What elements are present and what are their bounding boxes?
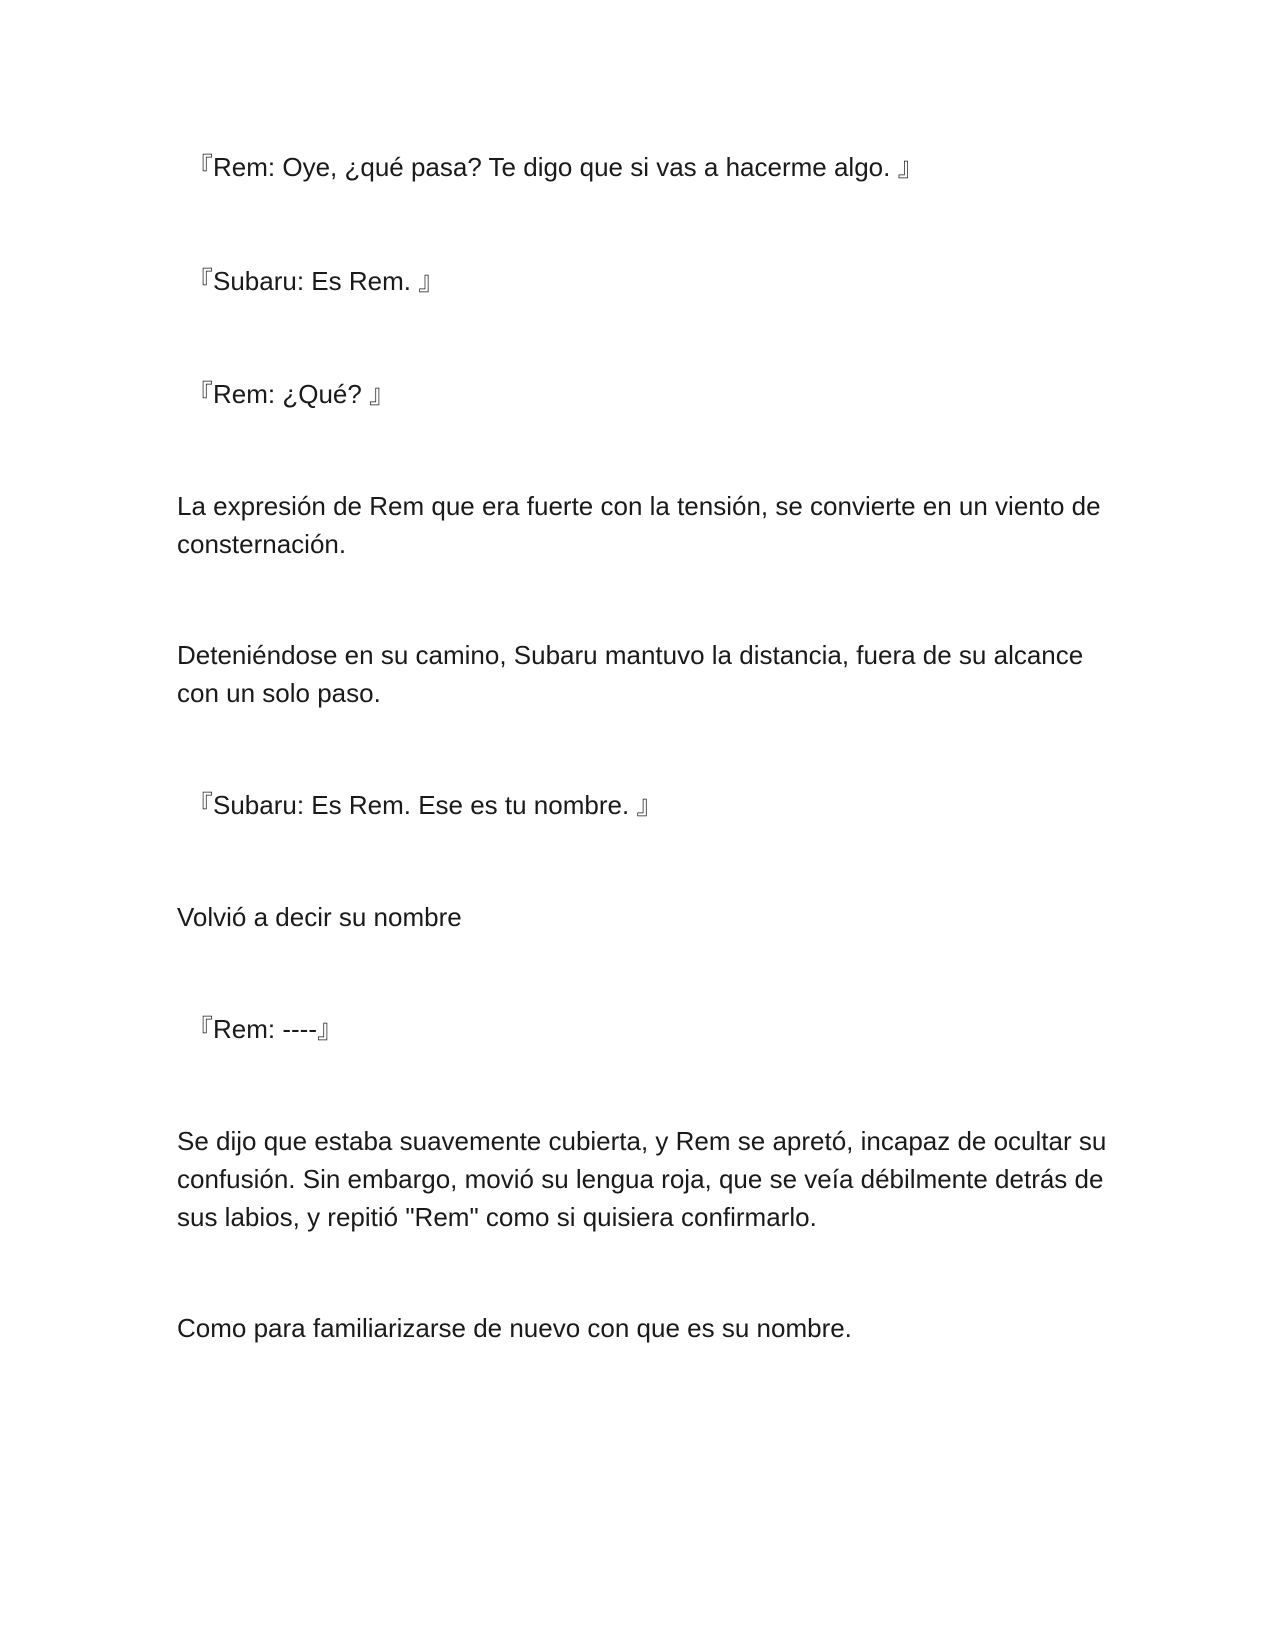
dialogue-rem-2: 『Rem: ¿Qué? 』 (187, 379, 396, 409)
paragraph-narration-1: La expresión de Rem que era fuerte con la tensión, se convierte en un viento de consternación. (177, 491, 1101, 559)
dialogue-subaru-2: 『Subaru: Es Rem. Ese es tu nombre. 』 (187, 790, 663, 820)
paragraph-narration-4: Se dijo que estaba suavemente cubierta, y Rem se apretó, incapaz de ocultar su confusión. Sin embargo, movió su lengua roja, que se veía débilmente detrás de sus labios, y repitió "Rem" como si quisiera confirmarlo. (177, 1126, 1107, 1232)
paragraph-narration-2: Deteniéndose en su camino, Subaru mantuvo la distancia, fuera de su alcance con un solo paso. (177, 640, 1084, 708)
paragraph-narration-5: Como para familiarizarse de nuevo con que es su nombre. (177, 1313, 852, 1343)
dialogue-subaru-1: 『Subaru: Es Rem. 』 (187, 266, 445, 296)
dialogue-rem-1: 『Rem: Oye, ¿qué pasa? Te digo que si vas a hacerme algo. 』 (187, 152, 924, 182)
dialogue-rem-3: 『Rem: ----』 (187, 1014, 343, 1044)
paragraph-narration-3: Volvió a decir su nombre (177, 902, 462, 932)
